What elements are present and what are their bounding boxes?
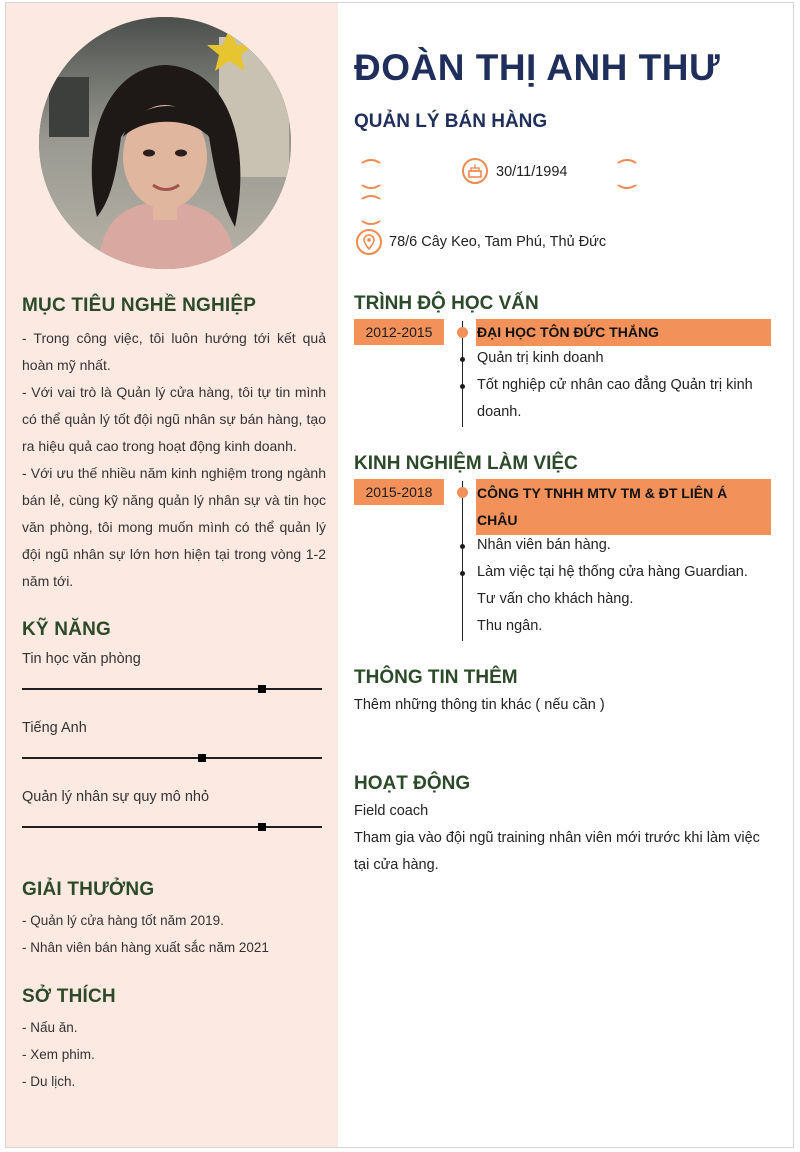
portrait-photo <box>39 17 291 269</box>
education-timeline-dot <box>457 327 468 338</box>
skill-level-handle <box>258 685 266 693</box>
hobby-item: - Xem phim. <box>22 1047 95 1062</box>
skill-name: Tiếng Anh <box>22 720 87 736</box>
education-detail: Tốt nghiệp cử nhân cao đẳng Quản trị kinh doanh. <box>477 377 753 420</box>
experience-timeline-dot <box>457 487 468 498</box>
hobby-item: - Du lịch. <box>22 1074 76 1089</box>
birthday-text: 30/11/1994 <box>496 164 568 180</box>
additional-info-title: THÔNG TIN THÊM <box>354 667 518 688</box>
skill-level-bar <box>22 826 322 828</box>
experience-title: KINH NGHIỆM LÀM VIỆC <box>354 453 578 474</box>
skill-english <box>22 720 324 736</box>
objective-paragraph-3: - Với ưu thế nhiều năm kinh nghiệm trong ngành bán lẻ, cùng kỹ năng quản lý nhân sự và tin học văn phòng, tôi mong muốn mình có thể quản lý đội ngũ nhân sự lớn hơn hiện tại trong vòng 1-2 năm tới. <box>22 465 326 589</box>
skill-level-handle <box>198 754 206 762</box>
email-icon <box>612 159 638 185</box>
hobbies-title: SỞ THÍCH <box>22 986 116 1007</box>
skill-level-handle <box>258 823 266 831</box>
objective-title: MỤC TIÊU NGHỀ NGHIỆP <box>22 295 257 316</box>
sidebar <box>6 3 338 1147</box>
education-detail: Quản trị kinh doanh <box>477 350 604 366</box>
activities-title: HOẠT ĐỘNG <box>354 773 471 794</box>
experience-detail: Nhân viên bán hàng. <box>477 537 611 553</box>
gender-icon <box>356 195 382 221</box>
timeline-bullet <box>460 357 465 362</box>
awards-title: GIẢI THƯỞNG <box>22 879 155 900</box>
birthday-cake-icon <box>462 158 488 184</box>
education-title: TRÌNH ĐỘ HỌC VẤN <box>354 293 539 314</box>
education-period: 2012-2015 <box>354 319 444 345</box>
skill-hr-management <box>22 789 324 805</box>
hobby-item: - Nấu ăn. <box>22 1020 78 1035</box>
education-school: ĐẠI HỌC TÔN ĐỨC THẮNG <box>476 319 771 346</box>
experience-detail: Thu ngân. <box>477 618 543 634</box>
objective-paragraph-1: - Trong công việc, tôi luôn hướng tới kết quả hoàn mỹ nhất. <box>22 330 326 373</box>
experience-detail: Tư vấn cho khách hàng. <box>477 591 634 607</box>
cv-page <box>5 2 794 1148</box>
main-content <box>338 3 795 1147</box>
objective-paragraph-2: - Với vai trò là Quản lý cửa hàng, tôi tự tin mình có thể quản lý tốt đội ngũ nhân sự bán hàng, tạo ra hiệu quả cao trong hoạt động kinh doanh. <box>22 384 326 454</box>
activity-role: Field coach <box>354 803 429 819</box>
additional-info-text: Thêm những thông tin khác ( nếu cần ) <box>354 697 605 713</box>
phone-icon <box>356 159 382 185</box>
skill-level-bar <box>22 688 322 690</box>
skill-office <box>22 651 324 667</box>
avatar <box>39 17 291 269</box>
timeline-bullet <box>460 544 465 549</box>
experience-detail: Làm việc tại hệ thống cửa hàng Guardian. <box>477 564 748 580</box>
skill-name: Tin học văn phòng <box>22 651 141 667</box>
award-item: - Quản lý cửa hàng tốt năm 2019. <box>22 913 224 928</box>
candidate-role: QUẢN LÝ BÁN HÀNG <box>354 111 548 132</box>
skill-level-bar <box>22 757 322 759</box>
activity-description: Tham gia vào đội ngũ training nhân viên mới trước khi làm việc tại cửa hàng. <box>354 830 760 873</box>
skills-title: KỸ NĂNG <box>22 619 112 640</box>
timeline-bullet <box>460 571 465 576</box>
experience-company: CÔNG TY TNHH MTV TM & ĐT LIÊN Á CHÂU <box>476 479 771 535</box>
hobbies-list <box>22 1014 95 1095</box>
address-text: 78/6 Cây Keo, Tam Phú, Thủ Đức <box>389 234 607 250</box>
location-icon <box>356 229 382 255</box>
experience-period: 2015-2018 <box>354 479 444 505</box>
objective-text <box>22 325 326 595</box>
timeline-bullet <box>460 384 465 389</box>
experience-timeline <box>462 481 463 641</box>
awards-list <box>22 907 269 961</box>
award-item: - Nhân viên bán hàng xuất sắc năm 2021 <box>22 940 269 955</box>
skill-name: Quản lý nhân sự quy mô nhỏ <box>22 789 210 805</box>
candidate-name: ĐOÀN THỊ ANH THƯ <box>354 47 721 88</box>
